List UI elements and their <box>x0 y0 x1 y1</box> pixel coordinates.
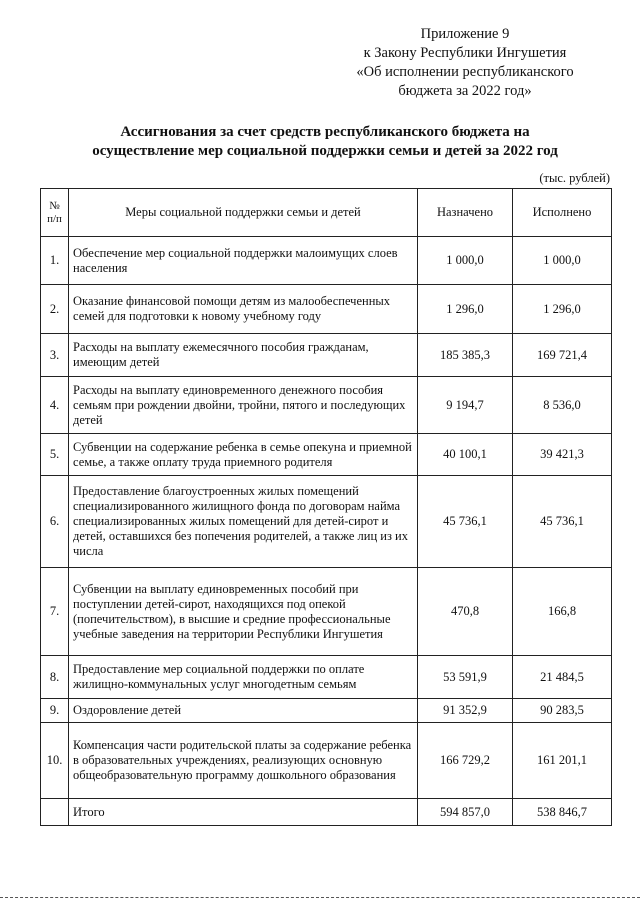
row-executed: 1 296,0 <box>513 285 612 334</box>
row-assigned: 53 591,9 <box>418 656 513 699</box>
row-number: 3. <box>41 334 69 377</box>
row-name: Компенсация части родительской платы за содержание ребенка в образовательных учреждениях, реализующих основную общеобразовательную программу дошкольного образования <box>69 723 418 799</box>
allocations-table <box>40 188 612 826</box>
table-row <box>41 334 612 377</box>
row-executed: 21 484,5 <box>513 656 612 699</box>
row-number: 7. <box>41 568 69 656</box>
row-executed: 45 736,1 <box>513 476 612 568</box>
title-line: осуществление мер социальной поддержки семьи и детей за 2022 год <box>92 143 558 159</box>
table-row <box>41 723 612 799</box>
row-executed: 8 536,0 <box>513 377 612 434</box>
table-row <box>41 568 612 656</box>
row-assigned: 1 296,0 <box>418 285 513 334</box>
appendix-line: «Об исполнении республиканского <box>356 64 574 80</box>
appendix-line: Приложение 9 <box>420 26 510 42</box>
document-title <box>40 123 610 161</box>
row-number: 6. <box>41 476 69 568</box>
row-assigned: 40 100,1 <box>418 434 513 476</box>
row-name: Субвенции на выплату единовременных пособий при поступлении детей-сирот, находящихся под опекой (попечительством), в высшие и средние профессиональные учебные заведения на территории Республики Ингушетия <box>69 568 418 656</box>
header-assigned: Назначено <box>418 189 513 237</box>
row-assigned: 470,8 <box>418 568 513 656</box>
row-assigned: 45 736,1 <box>418 476 513 568</box>
appendix-line: к Закону Республики Ингушетия <box>363 45 567 61</box>
row-assigned: 166 729,2 <box>418 723 513 799</box>
row-executed: 39 421,3 <box>513 434 612 476</box>
row-executed: 166,8 <box>513 568 612 656</box>
row-executed: 161 201,1 <box>513 723 612 799</box>
row-name: Оказание финансовой помощи детям из малообеспеченных семей для подготовки к новому учебному году <box>69 285 418 334</box>
total-row <box>41 799 612 826</box>
row-number: 8. <box>41 656 69 699</box>
table-row <box>41 237 612 285</box>
row-number: 9. <box>41 699 69 723</box>
table-row <box>41 699 612 723</box>
row-assigned: 185 385,3 <box>418 334 513 377</box>
row-name: Расходы на выплату единовременного денежного пособия семьям при рождении двойни, тройни, пятого и последующих детей <box>69 377 418 434</box>
row-name: Обеспечение мер социальной поддержки малоимущих слоев населения <box>69 237 418 285</box>
row-name: Оздоровление детей <box>69 699 418 723</box>
total-label: Итого <box>69 799 418 826</box>
units-label: (тыс. рублей) <box>539 171 610 185</box>
table-row <box>41 285 612 334</box>
row-executed: 169 721,4 <box>513 334 612 377</box>
table-row <box>41 377 612 434</box>
header-row <box>41 189 612 237</box>
total-executed: 538 846,7 <box>513 799 612 826</box>
title-line: Ассигнования за счет средств республиканского бюджета на <box>120 124 530 140</box>
row-executed: 1 000,0 <box>513 237 612 285</box>
row-number: 10. <box>41 723 69 799</box>
row-assigned: 91 352,9 <box>418 699 513 723</box>
header-measure: Меры социальной поддержки семьи и детей <box>69 189 418 237</box>
row-assigned: 9 194,7 <box>418 377 513 434</box>
scan-edge-line <box>0 897 640 900</box>
row-name: Расходы на выплату ежемесячного пособия гражданам, имеющим детей <box>69 334 418 377</box>
row-name: Субвенции на содержание ребенка в семье опекуна и приемной семье, а также оплату труда приемного родителя <box>69 434 418 476</box>
appendix-note <box>330 25 600 101</box>
row-executed: 90 283,5 <box>513 699 612 723</box>
table-row <box>41 434 612 476</box>
table-row <box>41 656 612 699</box>
row-number: 2. <box>41 285 69 334</box>
row-assigned: 1 000,0 <box>418 237 513 285</box>
row-number: 4. <box>41 377 69 434</box>
row-name: Предоставление мер социальной поддержки по оплате жилищно-коммунальных услуг многодетным семьям <box>69 656 418 699</box>
row-number: 1. <box>41 237 69 285</box>
total-assigned: 594 857,0 <box>418 799 513 826</box>
row-number: 5. <box>41 434 69 476</box>
total-number <box>41 799 69 826</box>
header-no: № п/п <box>41 189 69 237</box>
row-name: Предоставление благоустроенных жилых помещений специализированного жилищного фонда по договорам найма специализированных жилых помещений для детей-сирот и детей, оставшихся без попечения родителей, а также лиц из их числа <box>69 476 418 568</box>
appendix-line: бюджета за 2022 год» <box>398 83 532 99</box>
header-executed: Исполнено <box>513 189 612 237</box>
table-row <box>41 476 612 568</box>
